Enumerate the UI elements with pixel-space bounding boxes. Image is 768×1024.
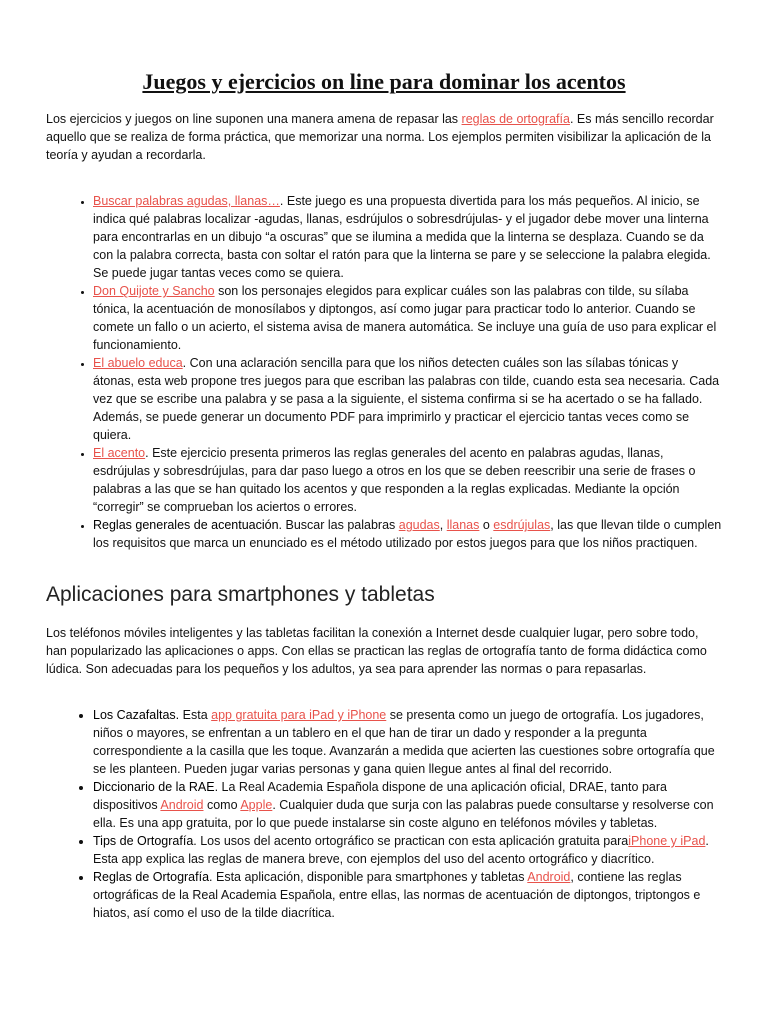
section-paragraph: Los teléfonos móviles inteligentes y las tabletas facilitan la conexión a Internet desde cualquier lugar, pero sobre todo, han popularizado las aplicaciones o apps. Con ellas se practican las reglas de ortografía tanto de forma didáctica como lúdica. Son adecuadas para los pequeños y los adultos, ya sea para aprender las normas o para repasarlas. xyxy=(46,626,707,676)
item-text: se presenta como un juego de ortografía. Los jugadores, niños o mayores, se enfrentan a un tablero en el que han de tirar un dado y responder a la pregunta correspondiente a la casilla que les toque. Avanzarán a medida que acierten las cuestiones sobre ortografía que se les planteen. Pueden jugar varias personas y gana quien llegue antes al final del recorrido. xyxy=(93,708,715,776)
item-heading: Reglas generales de acentuación xyxy=(93,518,279,532)
link-agudas[interactable]: agudas xyxy=(398,518,440,532)
link-android[interactable]: Android xyxy=(160,798,204,812)
item-text: . Los usos del acento ortográfico se practican con esta aplicación gratuita para xyxy=(193,834,629,848)
item-text: , las que llevan tilde o cumplen los requisitos que marca un enunciado es el método utilizado por estos juegos para que los niños practiquen. xyxy=(93,518,722,550)
item-text: como xyxy=(203,798,241,812)
item-text: . Este juego es una propuesta divertida para los más pequeños. Al inicio, se indica qué palabras localizar -agudas, llanas, esdrújulos o sobresdrújulas- y el jugador debe mover una linterna para encontrarlas en un dibujo “a oscuras” que se ilumina a medida que la linterna se desplaza. Cuando se da con la palabra correcta, basta con soltar el ratón para que la linterna se pare y se seleccione la palabra elegida. Se puede jugar tantas veces como se quiera. xyxy=(93,194,711,280)
list-item xyxy=(93,354,722,444)
list-item xyxy=(93,832,722,868)
link-reglas-ortografia[interactable]: reglas de ortografía xyxy=(461,112,570,126)
item-text: Esta xyxy=(179,708,212,722)
list-item xyxy=(93,706,722,778)
link-el-acento[interactable]: El acento xyxy=(93,446,146,460)
intro-paragraph xyxy=(46,110,722,164)
item-text: . La Real Academia Española dispone de una aplicación oficial, DRAE, tanto para dispositivos xyxy=(93,780,667,812)
intro-text: Los ejercicios y juegos on line suponen una manera amena de repasar las xyxy=(46,112,462,126)
page-title: Juegos y ejercicios on line para dominar los acentos xyxy=(142,69,626,94)
item-heading: Los Cazafaltas. xyxy=(93,708,180,722)
list-item xyxy=(93,282,722,354)
item-text: . Cualquier duda que surja con las palabras puede consultarse y resolverse con ella. Es una app gratuita, por lo que puede instalarse sin coste alguno en teléfonos móviles y tabletas. xyxy=(93,798,714,830)
list-item xyxy=(93,778,722,832)
link-iphone-ipad[interactable]: iPhone y iPad xyxy=(628,834,706,848)
link-buscar-palabras[interactable]: Buscar palabras agudas, llanas… xyxy=(93,194,280,208)
item-text: . Este ejercicio presenta primeros las reglas generales del acento en palabras agudas, llanas, esdrújulas y sobresdrújulas, para dar paso luego a otros en los que se deben reescribir una serie de frases o palabras a las que se han quitado los acentos y que responden a la reglas explicadas. Mediante la opción “corregir” se comprueban los aciertos o errores. xyxy=(93,446,696,514)
section-heading: Aplicaciones para smartphones y tabletas xyxy=(46,583,435,606)
intro-text: . Es más sencillo recordar aquello que se realiza de forma práctica, que memorizar una norma. Los ejemplos permiten visibilizar la aplicación de la teoría y ayudan a recordarla. xyxy=(46,112,714,162)
item-text: . Esta aplicación, disponible para smartphones y tabletas xyxy=(209,870,528,884)
link-apple[interactable]: Apple xyxy=(240,798,273,812)
item-heading: Reglas de Ortografía xyxy=(93,870,210,884)
item-text: . Buscar las palabras xyxy=(278,518,399,532)
link-app-gratuita[interactable]: app gratuita para iPad y iPhone xyxy=(211,708,387,722)
item-text: , contiene las reglas ortográficas de la Real Academia Española, entre ellas, las normas de acentuación de diptongos, triptongos e hiatos, así como el uso de la tilde diacrítica. xyxy=(93,870,701,920)
item-text: , xyxy=(439,518,447,532)
apps-list xyxy=(46,706,722,922)
list-item xyxy=(93,444,722,516)
item-heading: Diccionario de la RAE xyxy=(93,780,215,794)
item-text: . Esta app explica las reglas de manera breve, con ejemplos del uso del acento ortográfico y diacrítico. xyxy=(93,834,709,866)
item-text: o xyxy=(479,518,494,532)
item-heading: Tips de Ortografía xyxy=(93,834,194,848)
link-llanas[interactable]: llanas xyxy=(446,518,480,532)
item-text: son los personajes elegidos para explicar cuáles son las palabras con tilde, su sílaba tónica, la acentuación de monosílabos y diptongos, así como jugar para practicar todo lo anterior. Cuando se comete un fallo o un acierto, el sistema avisa de manera automática. Se incluye una guía de uso para explicar el funcionamiento. xyxy=(93,284,717,352)
games-list xyxy=(46,192,722,552)
link-esdrujulas[interactable]: esdrújulas xyxy=(493,518,551,532)
list-item xyxy=(93,516,722,552)
list-item xyxy=(93,192,722,282)
link-don-quijote[interactable]: Don Quijote y Sancho xyxy=(93,284,215,298)
link-abuelo-educa[interactable]: El abuelo educa xyxy=(93,356,183,370)
list-item xyxy=(93,868,722,922)
link-android[interactable]: Android xyxy=(527,870,571,884)
item-text: . Con una aclaración sencilla para que los niños detecten cuáles son las sílabas tónicas y átonas, esta web propone tres juegos para que escriban las palabras con tilde, cuando esta sea necesaria. Cada vez que se escribe una palabra y se pasa a la siguiente, el sistema confirma si se ha acertado o se ha fallado. Además, se puede generar un documento PDF para imprimirlo y practicar el ejercicio tantas veces como se quiera. xyxy=(93,356,720,442)
